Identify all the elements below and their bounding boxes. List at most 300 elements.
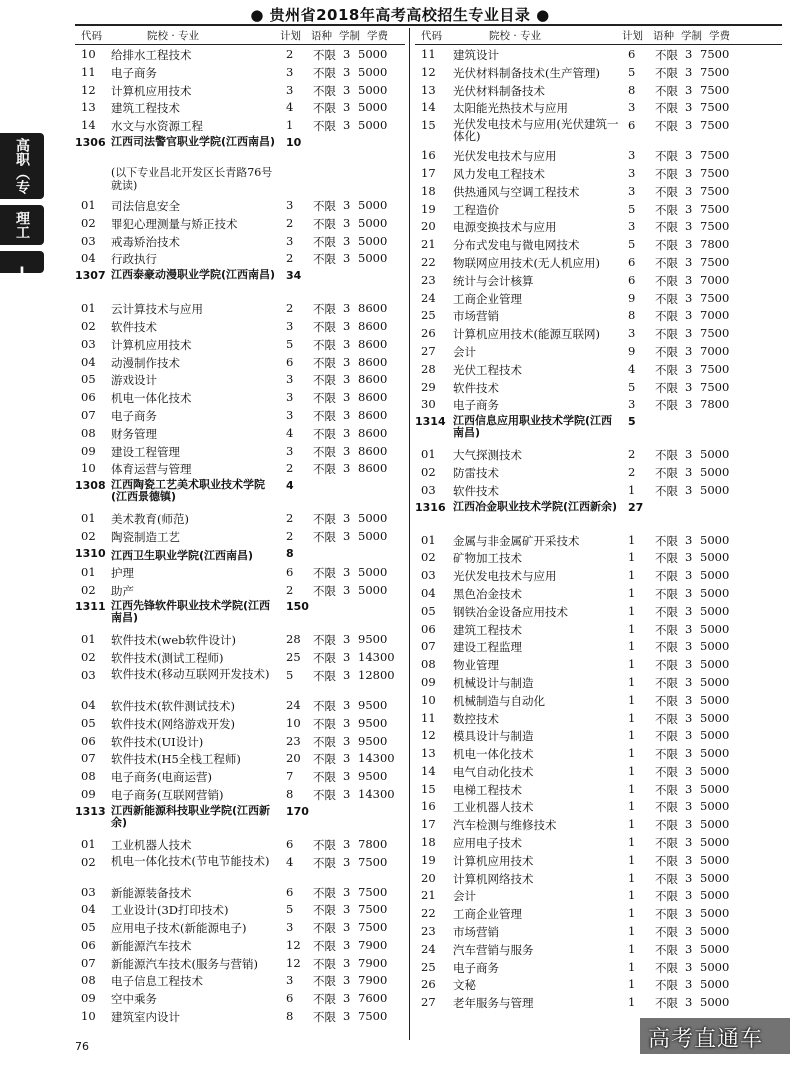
major-code: 04 (81, 251, 96, 266)
major-code: 21 (421, 237, 436, 252)
major-language: 不限 (655, 658, 678, 673)
major-name: 太阳能光热技术与应用 (453, 101, 568, 116)
major-row (415, 673, 782, 691)
major-plan: 12 (286, 937, 301, 952)
major-name: 计算机应用技术 (111, 337, 192, 352)
major-row (75, 971, 405, 989)
major-years: 3 (343, 233, 351, 248)
major-language: 不限 (655, 960, 678, 975)
major-fee: 7500 (700, 361, 730, 376)
major-name: 机电一体化技术(节电节能技术) (111, 853, 270, 868)
major-plan: 2 (286, 301, 294, 316)
major-plan: 3 (286, 407, 294, 422)
major-years: 3 (343, 884, 351, 899)
major-name: 会计 (453, 344, 476, 359)
major-plan: 1 (628, 817, 636, 832)
major-plan: 3 (286, 197, 294, 212)
major-code: 05 (81, 715, 96, 730)
major-code: 05 (81, 920, 96, 935)
major-fee: 5000 (700, 692, 730, 707)
major-name: 软件技术(web软件设计) (111, 633, 236, 648)
major-years: 3 (343, 47, 351, 61)
major-fee: 5000 (700, 888, 730, 903)
major-language: 不限 (655, 533, 678, 548)
major-row (415, 780, 782, 798)
school-row (75, 477, 405, 509)
major-years: 3 (685, 995, 693, 1010)
major-code: 01 (81, 836, 96, 851)
major-code: 20 (421, 870, 436, 885)
major-language: 不限 (313, 252, 336, 267)
major-name: 云计算技术与应用 (111, 302, 203, 317)
school-plan: 10 (286, 135, 302, 149)
major-plan: 2 (628, 464, 636, 479)
major-language: 不限 (655, 907, 678, 922)
major-code: 09 (81, 786, 96, 801)
major-code: 01 (421, 532, 436, 547)
major-name: 机电一体化技术 (453, 747, 534, 762)
major-row (415, 463, 782, 481)
school-row (415, 499, 782, 531)
major-language: 不限 (655, 978, 678, 993)
major-row (415, 869, 782, 887)
major-plan: 1 (628, 657, 636, 672)
major-name: 建设工程管理 (111, 444, 180, 459)
major-plan: 1 (628, 568, 636, 583)
major-plan: 2 (286, 511, 294, 526)
major-row (75, 527, 405, 545)
major-plan: 6 (286, 564, 294, 579)
major-fee: 8600 (358, 301, 388, 316)
major-name: 机械制造与自动化 (453, 693, 545, 708)
major-fee: 7500 (700, 100, 730, 115)
major-fee: 9500 (358, 697, 388, 712)
major-years: 3 (685, 47, 693, 61)
major-language: 不限 (313, 48, 336, 62)
major-row (75, 317, 405, 335)
major-code: 22 (421, 254, 436, 269)
major-code: 20 (421, 219, 436, 234)
school-plan: 150 (286, 600, 309, 614)
major-name: 电子商务 (111, 408, 157, 423)
major-row (75, 370, 405, 388)
major-language: 不限 (313, 885, 336, 900)
major-years: 3 (343, 632, 351, 647)
major-row (415, 98, 782, 116)
major-fee: 7500 (700, 165, 730, 180)
major-language: 不限 (313, 319, 336, 334)
major-language: 不限 (313, 302, 336, 317)
major-name: 工业机器人技术 (111, 837, 192, 852)
major-row (415, 164, 782, 182)
major-fee: 8600 (358, 336, 388, 351)
major-language: 不限 (655, 362, 678, 377)
major-plan: 5 (628, 237, 636, 252)
major-language: 不限 (313, 583, 336, 598)
school-name: 江西先锋软件职业技术学院(江西南昌) (111, 599, 271, 625)
major-code: 05 (421, 603, 436, 618)
major-name: 新能源装备技术 (111, 885, 192, 900)
major-code: 28 (421, 361, 436, 376)
major-language: 不限 (313, 734, 336, 749)
major-row (415, 324, 782, 342)
major-row (415, 691, 782, 709)
side-tab-category: 理工 (0, 205, 44, 245)
major-fee: 5000 (700, 482, 730, 497)
major-language: 不限 (655, 465, 678, 480)
major-plan: 4 (286, 854, 294, 869)
major-row (75, 785, 405, 803)
major-years: 3 (685, 835, 693, 850)
major-language: 不限 (655, 184, 678, 199)
major-language: 不限 (313, 633, 336, 648)
major-code: 25 (421, 308, 436, 323)
major-code: 14 (421, 763, 436, 778)
major-fee: 7900 (358, 955, 388, 970)
major-fee: 8600 (358, 372, 388, 387)
major-code: 14 (81, 118, 96, 133)
major-language: 不限 (655, 48, 678, 62)
major-code: 02 (81, 650, 96, 665)
major-code: 12 (421, 728, 436, 743)
major-name: 电子商务(互联网营销) (111, 787, 224, 802)
major-years: 3 (343, 82, 351, 97)
major-code: 06 (81, 733, 96, 748)
major-fee: 14300 (358, 751, 395, 766)
major-years: 3 (685, 639, 693, 654)
major-name: 软件技术 (111, 319, 157, 334)
major-years: 3 (685, 308, 693, 323)
left-column (75, 28, 405, 1025)
major-fee: 5000 (358, 582, 388, 597)
major-years: 3 (343, 301, 351, 316)
major-code: 09 (81, 991, 96, 1006)
major-row (415, 744, 782, 762)
major-fee: 5000 (358, 100, 388, 115)
major-plan: 3 (286, 920, 294, 935)
major-name: 软件技术(软件测试技术) (111, 698, 235, 713)
major-plan: 6 (286, 884, 294, 899)
major-years: 3 (685, 710, 693, 725)
major-fee: 7500 (700, 148, 730, 163)
major-fee: 7500 (358, 884, 388, 899)
major-language: 不限 (313, 716, 336, 731)
major-language: 不限 (655, 853, 678, 868)
major-fee: 8600 (358, 425, 388, 440)
major-name: 汽车营销与服务 (453, 942, 534, 957)
header-name: 院校 · 专业 (147, 30, 200, 42)
major-years: 3 (685, 852, 693, 867)
major-name: 数控技术 (453, 711, 499, 726)
major-years: 3 (343, 64, 351, 79)
major-plan: 1 (628, 781, 636, 796)
major-name: 水文与水资源工程 (111, 119, 203, 134)
major-years: 3 (343, 251, 351, 266)
major-years: 3 (685, 290, 693, 305)
major-plan: 8 (628, 308, 636, 323)
school-code: 1306 (75, 135, 106, 149)
major-name: 黑色冶金技术 (453, 586, 522, 601)
major-code: 03 (421, 568, 436, 583)
major-row (415, 445, 782, 463)
major-row (415, 797, 782, 815)
major-fee: 5000 (700, 977, 730, 992)
major-language: 不限 (313, 355, 336, 370)
major-name: 动漫制作技术 (111, 355, 180, 370)
major-code: 04 (81, 697, 96, 712)
watermark-logo: 高考直通车 (648, 1027, 764, 1052)
major-code: 03 (81, 233, 96, 248)
major-name: 电源变换技术与应用 (453, 220, 557, 235)
major-plan: 5 (286, 667, 294, 682)
major-code: 08 (81, 769, 96, 784)
major-name: 计算机网络技术 (453, 871, 534, 886)
major-language: 不限 (313, 770, 336, 785)
header-years: 学制 (681, 30, 702, 42)
major-years: 3 (343, 197, 351, 212)
major-row (75, 918, 405, 936)
major-language: 不限 (655, 586, 678, 601)
major-fee: 14300 (358, 650, 395, 665)
major-language: 不限 (313, 444, 336, 459)
major-name: 分布式发电与微电网技术 (453, 238, 580, 253)
major-years: 3 (685, 924, 693, 939)
major-fee: 5000 (700, 817, 730, 832)
major-code: 19 (421, 201, 436, 216)
major-plan: 28 (286, 632, 301, 647)
major-row (75, 853, 405, 883)
major-row (75, 648, 405, 666)
major-fee: 5000 (700, 924, 730, 939)
major-language: 不限 (313, 565, 336, 580)
major-years: 3 (343, 511, 351, 526)
major-years: 3 (343, 461, 351, 476)
major-years: 3 (343, 733, 351, 748)
major-row (75, 63, 405, 81)
major-language: 不限 (655, 836, 678, 851)
major-plan: 6 (628, 272, 636, 287)
major-plan: 2 (286, 251, 294, 266)
major-plan: 1 (628, 728, 636, 743)
major-fee: 7000 (700, 308, 730, 323)
major-row (415, 146, 782, 164)
major-fee: 5000 (358, 564, 388, 579)
major-language: 不限 (313, 752, 336, 767)
major-row (75, 1007, 405, 1025)
major-name: 电梯工程技术 (453, 782, 522, 797)
major-years: 3 (685, 763, 693, 778)
column-divider (409, 28, 410, 1040)
school-row (75, 267, 405, 299)
major-fee: 5000 (700, 941, 730, 956)
major-name: 软件技术 (453, 483, 499, 498)
major-fee: 12800 (358, 667, 395, 682)
major-code: 18 (421, 183, 436, 198)
major-fee: 7500 (700, 64, 730, 79)
major-plan: 20 (286, 751, 301, 766)
major-years: 3 (343, 991, 351, 1006)
major-row (415, 762, 782, 780)
major-row (415, 904, 782, 922)
major-code: 10 (81, 47, 96, 61)
major-language: 不限 (655, 255, 678, 270)
major-plan: 3 (628, 148, 636, 163)
major-row (415, 45, 782, 63)
school-code: 1307 (75, 269, 106, 283)
major-fee: 7800 (358, 836, 388, 851)
major-code: 02 (81, 528, 96, 543)
major-plan: 3 (628, 397, 636, 412)
major-plan: 3 (286, 64, 294, 79)
major-fee: 8600 (358, 443, 388, 458)
major-name: 矿物加工技术 (453, 551, 522, 566)
school-code: 1310 (75, 546, 106, 560)
major-plan: 6 (628, 47, 636, 61)
major-years: 3 (343, 697, 351, 712)
major-name: 机电一体化技术 (111, 391, 192, 406)
major-code: 07 (81, 955, 96, 970)
major-years: 3 (685, 781, 693, 796)
major-plan: 6 (628, 118, 636, 133)
major-code: 01 (81, 632, 96, 647)
school-name: 江西新能源科技职业学院(江西新余) (111, 803, 271, 829)
major-plan: 1 (628, 959, 636, 974)
major-code: 23 (421, 924, 436, 939)
left-table-header (75, 28, 405, 45)
major-fee: 5000 (700, 464, 730, 479)
major-fee: 5000 (700, 870, 730, 885)
major-language: 不限 (655, 101, 678, 116)
major-fee: 7500 (700, 290, 730, 305)
major-fee: 5000 (358, 118, 388, 133)
major-code: 07 (421, 639, 436, 654)
major-name: 工业机器人技术 (453, 800, 534, 815)
major-name: 光伏工程技术 (453, 362, 522, 377)
major-row (75, 196, 405, 214)
major-name: 计算机应用技术 (111, 83, 192, 98)
major-code: 03 (81, 336, 96, 351)
major-name: 文秘 (453, 978, 476, 993)
major-row (75, 509, 405, 527)
school-name: 江西冶金职业技术学院(江西新余) (453, 499, 618, 513)
major-code: 13 (421, 82, 436, 97)
major-language: 不限 (655, 380, 678, 395)
major-years: 3 (343, 973, 351, 988)
major-years: 3 (685, 977, 693, 992)
major-fee: 7500 (358, 854, 388, 869)
major-language: 不限 (655, 604, 678, 619)
major-row (415, 63, 782, 81)
major-code: 08 (81, 425, 96, 440)
major-name: 陶瓷制造工艺 (111, 529, 180, 544)
major-years: 3 (685, 870, 693, 885)
major-row (415, 531, 782, 549)
major-row (75, 98, 405, 116)
major-name: 工商企业管理 (453, 907, 522, 922)
major-years: 3 (343, 407, 351, 422)
major-language: 不限 (313, 65, 336, 80)
major-plan: 1 (628, 763, 636, 778)
major-language: 不限 (655, 675, 678, 690)
header-lang: 语种 (653, 30, 674, 42)
major-plan: 3 (286, 372, 294, 387)
major-language: 不限 (655, 622, 678, 637)
major-years: 3 (685, 621, 693, 636)
major-years: 3 (343, 215, 351, 230)
major-plan: 1 (628, 906, 636, 921)
major-row (415, 886, 782, 904)
major-code: 06 (81, 390, 96, 405)
major-language: 不限 (655, 273, 678, 288)
major-fee: 5000 (358, 215, 388, 230)
major-fee: 9500 (358, 715, 388, 730)
major-language: 不限 (313, 426, 336, 441)
major-years: 3 (343, 100, 351, 115)
major-years: 3 (685, 888, 693, 903)
major-row (415, 833, 782, 851)
major-name: 给排水工程技术 (111, 48, 192, 62)
major-row (75, 989, 405, 1007)
major-plan: 6 (286, 354, 294, 369)
major-years: 3 (343, 937, 351, 952)
major-years: 3 (685, 692, 693, 707)
major-language: 不限 (313, 855, 336, 870)
header-name: 院校 · 专业 (489, 30, 542, 42)
major-row (75, 406, 405, 424)
major-years: 3 (343, 354, 351, 369)
major-code: 18 (421, 835, 436, 850)
major-years: 3 (685, 272, 693, 287)
major-name: 软件技术 (453, 380, 499, 395)
major-plan: 1 (628, 532, 636, 547)
major-years: 3 (343, 902, 351, 917)
major-language: 不限 (655, 238, 678, 253)
major-language: 不限 (313, 198, 336, 213)
major-language: 不限 (313, 903, 336, 918)
major-code: 17 (421, 817, 436, 832)
major-fee: 7500 (700, 183, 730, 198)
major-row (415, 342, 782, 360)
major-name: 市场营销 (453, 309, 499, 324)
major-years: 3 (685, 397, 693, 412)
major-plan: 1 (628, 924, 636, 939)
major-plan: 3 (628, 326, 636, 341)
major-code: 07 (81, 751, 96, 766)
major-plan: 5 (628, 201, 636, 216)
major-row (75, 116, 405, 134)
major-years: 3 (685, 64, 693, 79)
major-row (415, 566, 782, 584)
major-code: 01 (81, 564, 96, 579)
major-plan: 1 (628, 674, 636, 689)
major-code: 14 (421, 100, 436, 115)
header-code: 代码 (421, 30, 442, 42)
major-plan: 8 (286, 786, 294, 801)
major-language: 不限 (313, 119, 336, 134)
major-language: 不限 (655, 551, 678, 566)
major-row (415, 940, 782, 958)
major-plan: 2 (628, 447, 636, 462)
major-years: 3 (685, 799, 693, 814)
major-plan: 1 (628, 482, 636, 497)
page-number: 76 (75, 1040, 89, 1053)
major-code: 02 (421, 464, 436, 479)
major-language: 不限 (313, 391, 336, 406)
major-plan: 3 (286, 443, 294, 458)
major-language: 不限 (313, 698, 336, 713)
major-plan: 1 (628, 870, 636, 885)
major-fee: 5000 (358, 528, 388, 543)
